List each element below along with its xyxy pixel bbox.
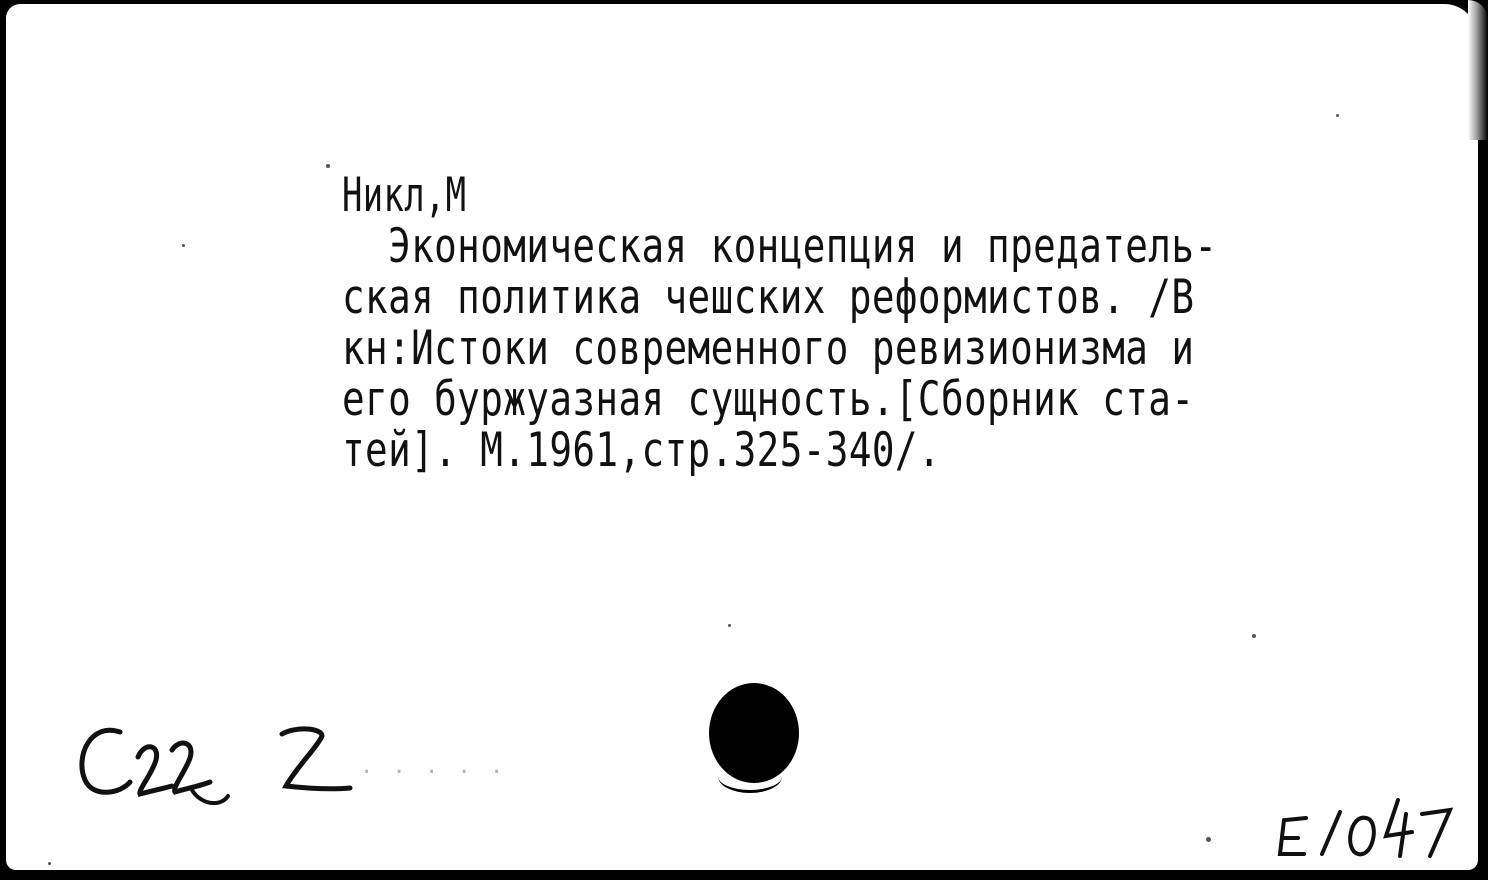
dust-speck [182,244,185,247]
card-title-line-2: ская политика чешских реформистов. /В [342,270,1195,325]
card-title-line-1: Экономическая концепция и предатель- [342,219,1218,274]
card-corner-shadow [1468,0,1488,140]
inventory-number-signature [1270,790,1470,870]
shelf-mark-handwritten [60,712,360,822]
dust-speck [48,862,51,865]
dust-speck [728,624,731,627]
punch-hole-arc [718,760,782,793]
card-title-line-3: кн:Истоки современного ревизионизма и [342,321,1195,376]
dust-speck [1252,634,1256,638]
dust-speck [326,164,330,168]
card-title-line-4: его буржуазная сущность.[Сборник ста- [342,372,1195,427]
card-author: Никл,М [342,168,467,223]
card-typed-text [342,170,1462,476]
card-title-line-5: тей]. М.1961,стр.325-340/. [342,423,941,478]
inventory-number-handwritten [1270,790,1470,870]
faint-stamp-trace: · · · · · [360,760,507,785]
dust-speck [1336,114,1339,117]
dust-speck [1206,837,1211,842]
shelf-mark-signature [60,712,360,822]
